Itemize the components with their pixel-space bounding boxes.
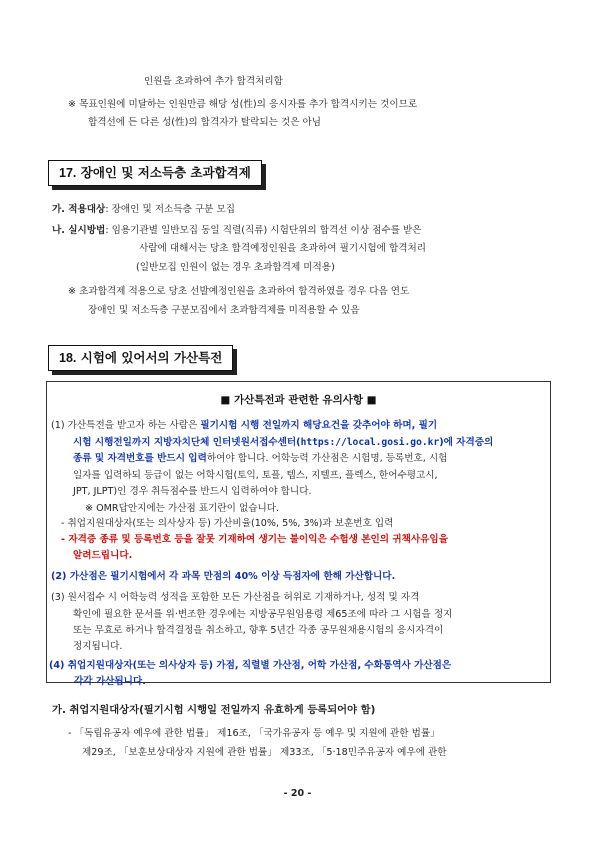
item-label: 나. 실시방법 (52, 225, 106, 236)
note-text: ※ 초과합격제 적용으로 당초 선발예정인원을 초과하여 합격하였을 경우 다음 연도 (68, 286, 410, 297)
section-title: 시험에 있어서의 가산특전 (80, 350, 223, 365)
p1-highlight: )에 자격증의 (439, 437, 494, 448)
item-text: : 장애인 및 저소득층 구분 모집 (105, 204, 236, 215)
item-label: 가. 적용대상 (52, 204, 106, 215)
p1-prefix: (1) 가산특전을 받고자 하는 사람은 (51, 420, 201, 431)
notice-box (46, 381, 551, 683)
paragraph-3: (3) 원서접수 시 어학능력 성적을 포함한 모든 가산점을 허위로 기재하거나, 성적 및 자격 (51, 592, 420, 603)
item-ga (52, 201, 235, 215)
item-text: 사람에 대해서는 당초 합격예정인원을 초과하여 필기시험에 합격처리 (139, 243, 427, 254)
law-text: 제29조, 「보훈보상대상자 지원에 관한 법률」 제33조, 「5·18민주유공자 예우에 관한 (82, 747, 447, 758)
paragraph-2: (2) 가산점은 필기시험에서 각 과목 만점의 40% 이상 득점자에 한해 가산합니다. (51, 571, 396, 582)
item-text: : 임용기관별 일반모집 동일 직렬(직류) 시험단위의 합격선 이상 점수를 받은 (105, 225, 422, 236)
paragraph-1 (51, 417, 437, 431)
note-text: ※ 목표인원에 미달하는 인원만큼 해당 성(性)의 응시자를 추가 합격시키는 것이므로 (68, 99, 418, 110)
section-title: 장애인 및 저소득층 초과합격제 (80, 165, 251, 180)
paragraph-3: 확인에 필요한 문서를 위·변조한 경우에는 지방공무원임용령 제65조에 따라 그 시험을 정지 (73, 609, 453, 620)
box-title: ■ 가산특전과 관련한 유의사항 ■ (220, 394, 377, 406)
p1-highlight: 시험 시행전일까지 지방자치단체 인터넷원서접수센터( (73, 437, 301, 448)
paragraph-3: 정지됩니다. (73, 641, 123, 652)
p1-text: - 취업지원대상자(또는 의사상자 등) 가산비율(10%, 5%, 3%)과 보훈번호 입력 (61, 518, 394, 529)
site-url-link[interactable]: https://local.gosi.go.kr (300, 437, 440, 448)
p1-highlight: 종류 및 자격번호를 반드시 입력 (73, 453, 207, 464)
p1-text: JPT, JLPT)인 경우 취득점수를 반드시 입력하여야 합니다. (73, 486, 312, 497)
continued-text: 인원을 초과하여 추가 합격처리함 (144, 76, 283, 87)
section-18-heading (48, 345, 233, 371)
p1-text: 하여야 합니다. 어학능력 가산점은 시험명, 등록번호, 시험 (206, 453, 448, 464)
paragraph-3: 또는 무효로 하거나 합격결정을 취소하고, 향후 5년간 각종 공무원채용시험의 응시자격이 (73, 625, 444, 636)
note-text: 장애인 및 저소득층 구분모집에서 초과합격제를 미적용할 수 있음 (88, 305, 360, 316)
paragraph-4: 각각 가산됩니다. (74, 676, 146, 687)
subsection-ga-heading: 가. 취업지원대상자(필기시험 시행일 전일까지 유효하게 등록되어야 함) (52, 704, 376, 716)
section-number: 18. (59, 351, 77, 365)
page-number: - 20 - (283, 788, 312, 799)
section-17-heading (48, 160, 262, 186)
item-text: (일반모집 인원이 없는 경우 초과합격제 미적용) (136, 262, 335, 273)
p1-warning: 알려드립니다. (73, 550, 133, 561)
item-na (52, 222, 422, 236)
law-text: - 「독립유공자 예우에 관한 법률」 제16조, 「국가유공자 등 예우 및 지원에 관한 법률」 (68, 728, 440, 739)
section-number: 17. (59, 166, 77, 180)
paragraph-1-line2 (73, 434, 493, 448)
p1-text: ※ OMR답안지에는 가산점 표기란이 없습니다. (85, 503, 280, 514)
p1-highlight: 필기시험 시행 전일까지 해당요건을 갖추어야 하며, 필기 (200, 420, 438, 431)
p1-warning: - 자격증 종류 및 등록번호 등을 잘못 기재하여 생기는 불이익은 수험생 본인의 귀책사유임을 (61, 534, 448, 545)
paragraph-1-line3 (73, 450, 447, 464)
p1-text: 일자를 입력하되 등급이 없는 어학시험(토익, 토플, 텝스, 지텔프, 플렉스, 한어수평고시, (73, 470, 438, 481)
paragraph-4: (4) 취업지원대상자(또는 의사상자 등) 가점, 직렬별 가산점, 어학 가산점, 수화통역사 가산점은 (49, 660, 452, 671)
note-text: 합격선에 든 다른 성(性)의 합격자가 탈락되는 것은 아님 (88, 117, 322, 128)
